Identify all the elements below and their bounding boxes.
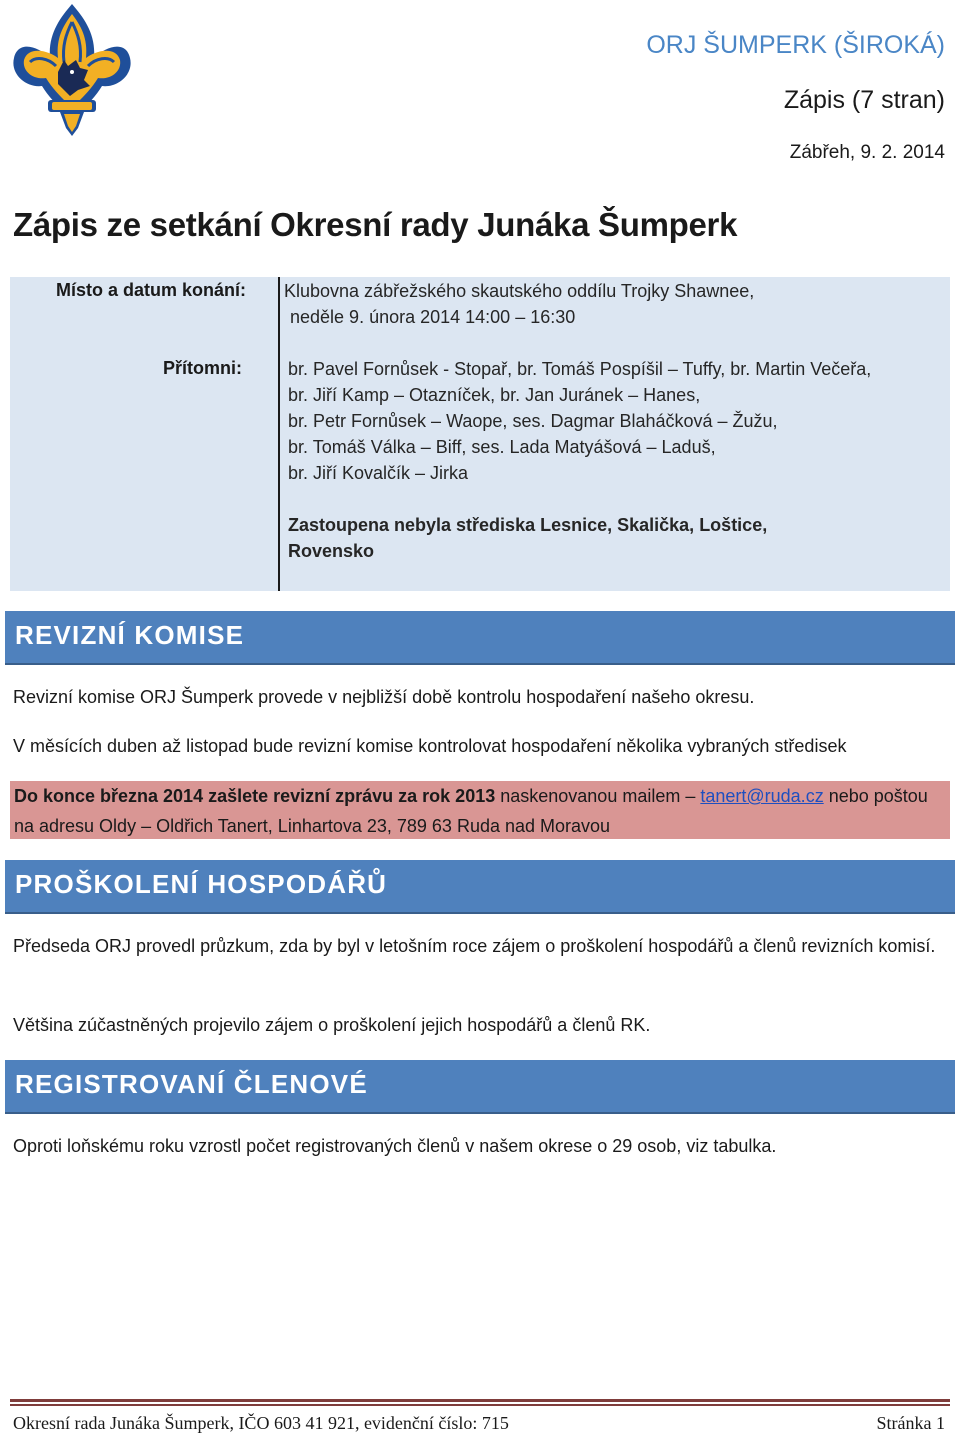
notice-text: naskenovanou mailem –	[495, 786, 701, 806]
org-title: ORJ ŠUMPERK (ŠIROKÁ)	[646, 31, 945, 59]
absent-line-2: Rovensko	[288, 541, 375, 561]
page-number: Stránka 1	[876, 1413, 945, 1433]
section-proskoleni	[5, 860, 955, 914]
registrovani-paragraph-1: Oproti loňskému roku vzrostl počet registrovaných členů v našem okrese o 29 osob, viz tabulka.	[13, 1136, 777, 1156]
section-revizni-komise	[5, 611, 955, 665]
section-heading: PROŠKOLENÍ HOSPODÁŘŮ	[15, 869, 388, 899]
place-line-2: neděle 9. února 2014 14:00 – 16:30	[290, 307, 576, 327]
revizni-paragraph-1: Revizní komise ORJ Šumperk provede v nejbližší době kontrolu hospodaření našeho okresu.	[13, 687, 755, 707]
notice-bold: Do konce března 2014 zašlete revizní zprávu za rok 2013	[14, 786, 496, 806]
deadline-notice	[10, 781, 950, 839]
present-line: br. Jiří Kamp – Otazníček, br. Jan Juránek – Hanes,	[288, 385, 701, 405]
footer-rule	[10, 1399, 950, 1406]
email-link[interactable]: tanert@ruda.cz	[700, 786, 824, 806]
notice-text: nebo poštou na adresu Oldy – Oldřich Tanert, Linhartova 23, 789 63 Ruda nad Moravou	[14, 786, 928, 836]
place-label: Místo a datum konání:	[55, 280, 246, 300]
place-line-1: Klubovna zábřežského skautského oddílu Trojky Shawnee,	[284, 281, 755, 301]
section-registrovani	[5, 1060, 955, 1114]
section-heading: REGISTROVANÍ ČLENOVÉ	[15, 1069, 368, 1099]
place-date: Zábřeh, 9. 2. 2014	[789, 142, 945, 163]
footer-organization: Okresní rada Junáka Šumperk, IČO 603 41 921, evidenční číslo: 715	[13, 1413, 509, 1433]
present-line: br. Jiří Kovalčík – Jirka	[288, 463, 469, 483]
absent-line-1: Zastoupena nebyla střediska Lesnice, Skalička, Loštice,	[288, 515, 768, 535]
page-title: Zápis ze setkání Okresní rady Junáka Šumperk	[13, 206, 738, 243]
present-label: Přítomni:	[163, 358, 242, 378]
junak-logo-icon	[8, 0, 136, 140]
proskoleni-paragraph-2: Většina zúčastněných projevilo zájem o proškolení jejich hospodářů a členů RK.	[13, 1015, 651, 1035]
document-type: Zápis (7 stran)	[783, 86, 945, 114]
present-line: br. Pavel Fornůsek - Stopař, br. Tomáš Pospíšil – Tuffy, br. Martin Večeřa,	[288, 359, 872, 379]
info-divider	[278, 277, 280, 591]
proskoleni-paragraph-1: Předseda ORJ provedl průzkum, zda by byl v letošním roce zájem o proškolení hospodářů a členů revizních komisí.	[13, 936, 936, 956]
revizni-paragraph-2: V měsících duben až listopad bude revizní komise kontrolovat hospodaření několika vybraných středisek	[13, 736, 847, 756]
present-line: br. Tomáš Válka – Biff, ses. Lada Matyášová – Laduš,	[288, 437, 716, 457]
present-line: br. Petr Fornůsek – Waope, ses. Dagmar Blaháčková – Žužu,	[288, 411, 778, 431]
section-heading: REVIZNÍ KOMISE	[15, 620, 245, 650]
